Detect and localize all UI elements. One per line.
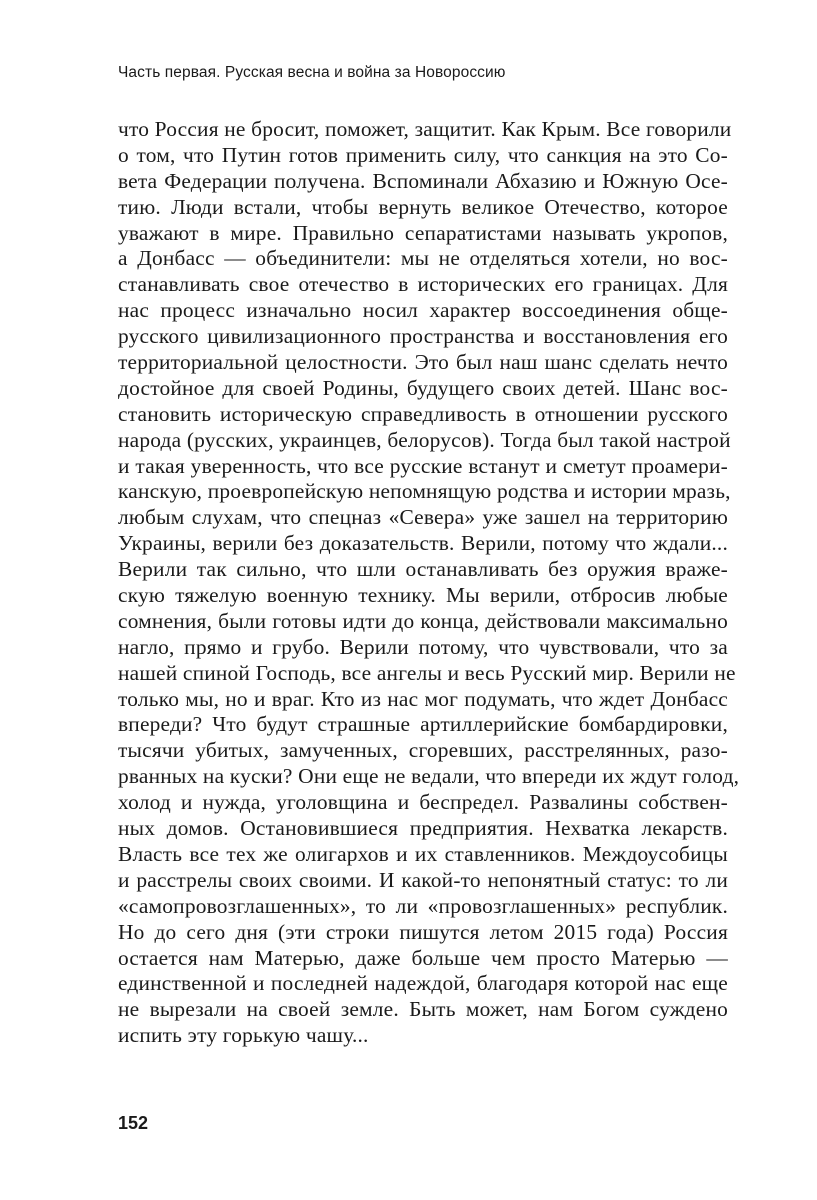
body-text (118, 117, 740, 1049)
text-line: Верили так сильно, что шли останавливать без оружия враже- (118, 557, 728, 582)
text-line: холод и нужда, уголовщина и беспредел. Развалины собствен- (118, 790, 728, 815)
text-line: Но до сего дня (эти строки пишутся летом 2015 года) Россия (118, 919, 728, 944)
text-line: что Россия не бросит, поможет, защитит. Как Крым. Все говорили (118, 117, 732, 141)
page-number: 152 (118, 1113, 149, 1133)
text-line: нагло, прямо и грубо. Верили потому, что чувствовали, что за (118, 634, 728, 659)
text-line: только мы, но и враг. Кто из нас мог подумать, что ждет Донбасс (118, 686, 728, 711)
text-line: станавливать свое отечество в исторических его границах. Для (118, 272, 728, 297)
text-line: достойное для своей Родины, будущего своих детей. Шанс вос- (118, 375, 728, 400)
running-header: Часть первая. Русская весна и война за Новороссию (118, 64, 506, 81)
text-line: а Донбасс — объединители: мы не отделяться хотели, но вос- (118, 246, 728, 271)
text-line: единственной и последней надеждой, благодаря которой нас еще (118, 971, 728, 996)
text-line: становить историческую справедливость в отношении русского (118, 401, 728, 426)
text-line: остается нам Матерью, даже больше чем просто Матерью — (118, 945, 728, 970)
text-line: Украины, верили без доказательств. Верили, потому что ждали... (118, 531, 728, 556)
text-line: народа (русских, украинцев, белорусов). Тогда был такой настрой (118, 427, 731, 452)
text-line: канскую, проевропейскую непомнящую родства и истории мразь, (118, 479, 731, 504)
text-line: испить эту горькую чашу... (118, 1023, 369, 1048)
text-line: Власть все тех же олигархов и их ставленников. Междоусобицы (118, 841, 728, 866)
text-line: «самопровозглашенных», то ли «провозглашенных» республик. (118, 893, 728, 918)
text-line: нашей спиной Господь, все ангелы и весь Русский мир. Верили не (118, 660, 736, 685)
text-line: впереди? Что будут страшные артиллерийские бомбардировки, (118, 712, 728, 737)
text-line: нас процесс изначально носил характер воссоединения обще- (118, 298, 728, 323)
text-line: территориальной целостности. Это был наш шанс сделать нечто (118, 350, 728, 375)
text-line: рванных на куски? Они еще не ведали, что впереди их ждут голод, (118, 764, 740, 789)
text-line: тысячи убитых, замученных, сгоревших, расстрелянных, разо- (118, 738, 728, 763)
text-line: скую тяжелую военную технику. Мы верили, отбросив любые (118, 583, 728, 608)
text-line: и такая уверенность, что все русские встанут и сметут проамери- (118, 453, 728, 478)
text-line: русского цивилизационного пространства и восстановления его (118, 324, 728, 349)
text-line: уважают в мире. Правильно сепаратистами называть укропов, (118, 220, 728, 245)
text-line: вета Федерации получена. Вспоминали Абхазию и Южную Осе- (118, 168, 728, 193)
text-line: тию. Люди встали, чтобы вернуть великое Отечество, которое (118, 194, 728, 219)
text-line: любым слухам, что спецназ «Севера» уже зашел на территорию (118, 505, 728, 530)
text-line: сомнения, были готовы идти до конца, действовали максимально (118, 608, 728, 633)
text-line: и расстрелы своих своими. И какой-то непонятный статус: то ли (118, 867, 728, 892)
text-line: о том, что Путин готов применить силу, что санкция на это Со- (118, 142, 728, 167)
text-line: не вырезали на своей земле. Быть может, нам Богом суждено (118, 997, 728, 1022)
text-line: ных домов. Остановившиеся предприятия. Нехватка лекарств. (118, 816, 728, 841)
